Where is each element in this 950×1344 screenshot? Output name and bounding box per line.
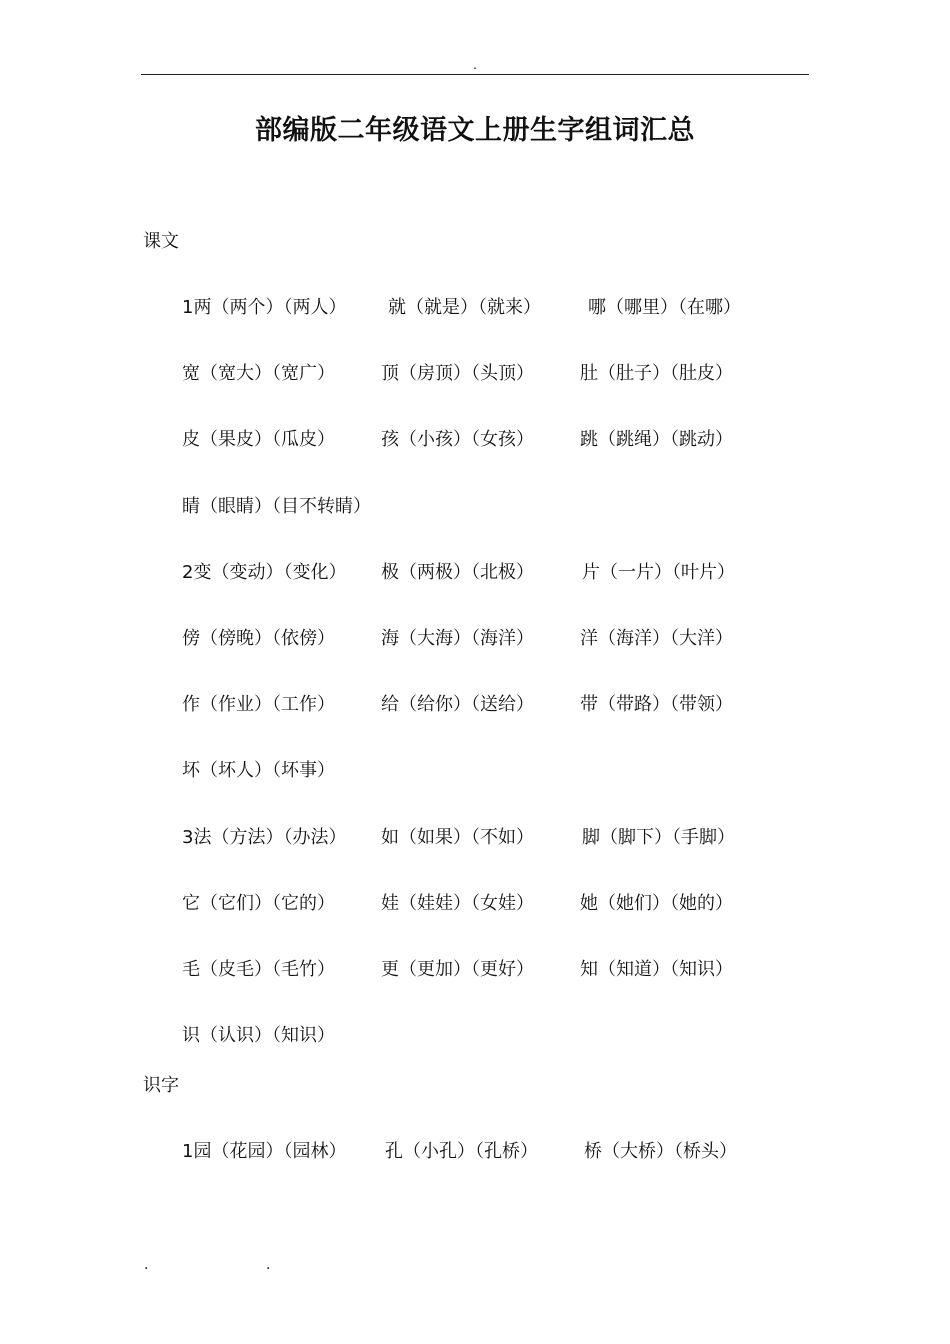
footer xyxy=(0,1256,950,1276)
list-item: 皮（果皮）（瓜皮） xyxy=(182,429,335,450)
section-heading-shizi: 识字 xyxy=(143,1075,179,1096)
table-row xyxy=(182,1022,802,1050)
table-row xyxy=(182,493,802,521)
list-item: 洋（海洋）（大洋） xyxy=(580,628,733,649)
list-item: 孩（小孩）（女孩） xyxy=(381,429,534,450)
list-item: 片（一片）（叶片） xyxy=(582,562,735,583)
list-item: 识（认识）（知识） xyxy=(182,1025,335,1046)
table-row xyxy=(182,691,802,719)
footer-dot-right: . xyxy=(266,1257,271,1273)
table-row xyxy=(182,559,802,587)
list-item: 跳（跳绳）（跳动） xyxy=(580,429,733,450)
list-item: 2变（变动）（变化） xyxy=(182,562,347,583)
header-rule xyxy=(141,74,809,75)
footer-dot-left: . xyxy=(144,1257,149,1273)
list-item: 极（两极）（北极） xyxy=(381,562,534,583)
table-row xyxy=(182,890,802,918)
list-item: 知（知道）（知识） xyxy=(580,959,733,980)
list-item: 毛（皮毛）（毛竹） xyxy=(182,959,335,980)
list-item: 桥（大桥）（桥头） xyxy=(584,1141,737,1162)
list-item: 睛（眼睛）（目不转睛） xyxy=(182,496,371,517)
list-item: 肚（肚子）（肚皮） xyxy=(580,363,733,384)
list-item: 更（更加）（更好） xyxy=(381,959,534,980)
list-item: 孔（小孔）（孔桥） xyxy=(385,1141,538,1162)
list-item: 娃（娃娃）（女娃） xyxy=(381,893,534,914)
table-row xyxy=(182,1138,802,1166)
list-item: 1两（两个）（两人） xyxy=(182,297,347,318)
header-dot: . xyxy=(473,58,477,72)
list-item: 坏（坏人）（坏事） xyxy=(182,760,335,781)
list-item: 顶（房顶）（头顶） xyxy=(381,363,534,384)
table-row xyxy=(182,360,802,388)
page-title: 部编版二年级语文上册生字组词汇总 xyxy=(255,115,695,146)
list-item: 就（就是）（就来） xyxy=(388,297,541,318)
list-item: 宽（宽大）（宽广） xyxy=(182,363,335,384)
list-item: 如（如果）（不如） xyxy=(381,827,534,848)
table-row xyxy=(182,824,802,852)
list-item: 带（带路）（带领） xyxy=(580,694,733,715)
list-item: 1园（花园）（园林） xyxy=(182,1141,347,1162)
table-row xyxy=(182,757,802,785)
table-row xyxy=(182,294,802,322)
list-item: 傍（傍晚）（依傍） xyxy=(182,628,335,649)
table-row xyxy=(182,956,802,984)
table-row xyxy=(182,625,802,653)
table-row xyxy=(182,426,802,454)
list-item: 它（它们）（它的） xyxy=(182,893,335,914)
list-item: 作（作业）（工作） xyxy=(182,694,335,715)
list-item: 给（给你）（送给） xyxy=(381,694,534,715)
list-item: 脚（脚下）（手脚） xyxy=(582,827,735,848)
list-item: 她（她们）（她的） xyxy=(580,893,733,914)
list-item: 3法（方法）（办法） xyxy=(182,827,347,848)
section-heading-kewen: 课文 xyxy=(143,231,179,252)
list-item: 海（大海）（海洋） xyxy=(381,628,534,649)
list-item: 哪（哪里）（在哪） xyxy=(588,297,741,318)
